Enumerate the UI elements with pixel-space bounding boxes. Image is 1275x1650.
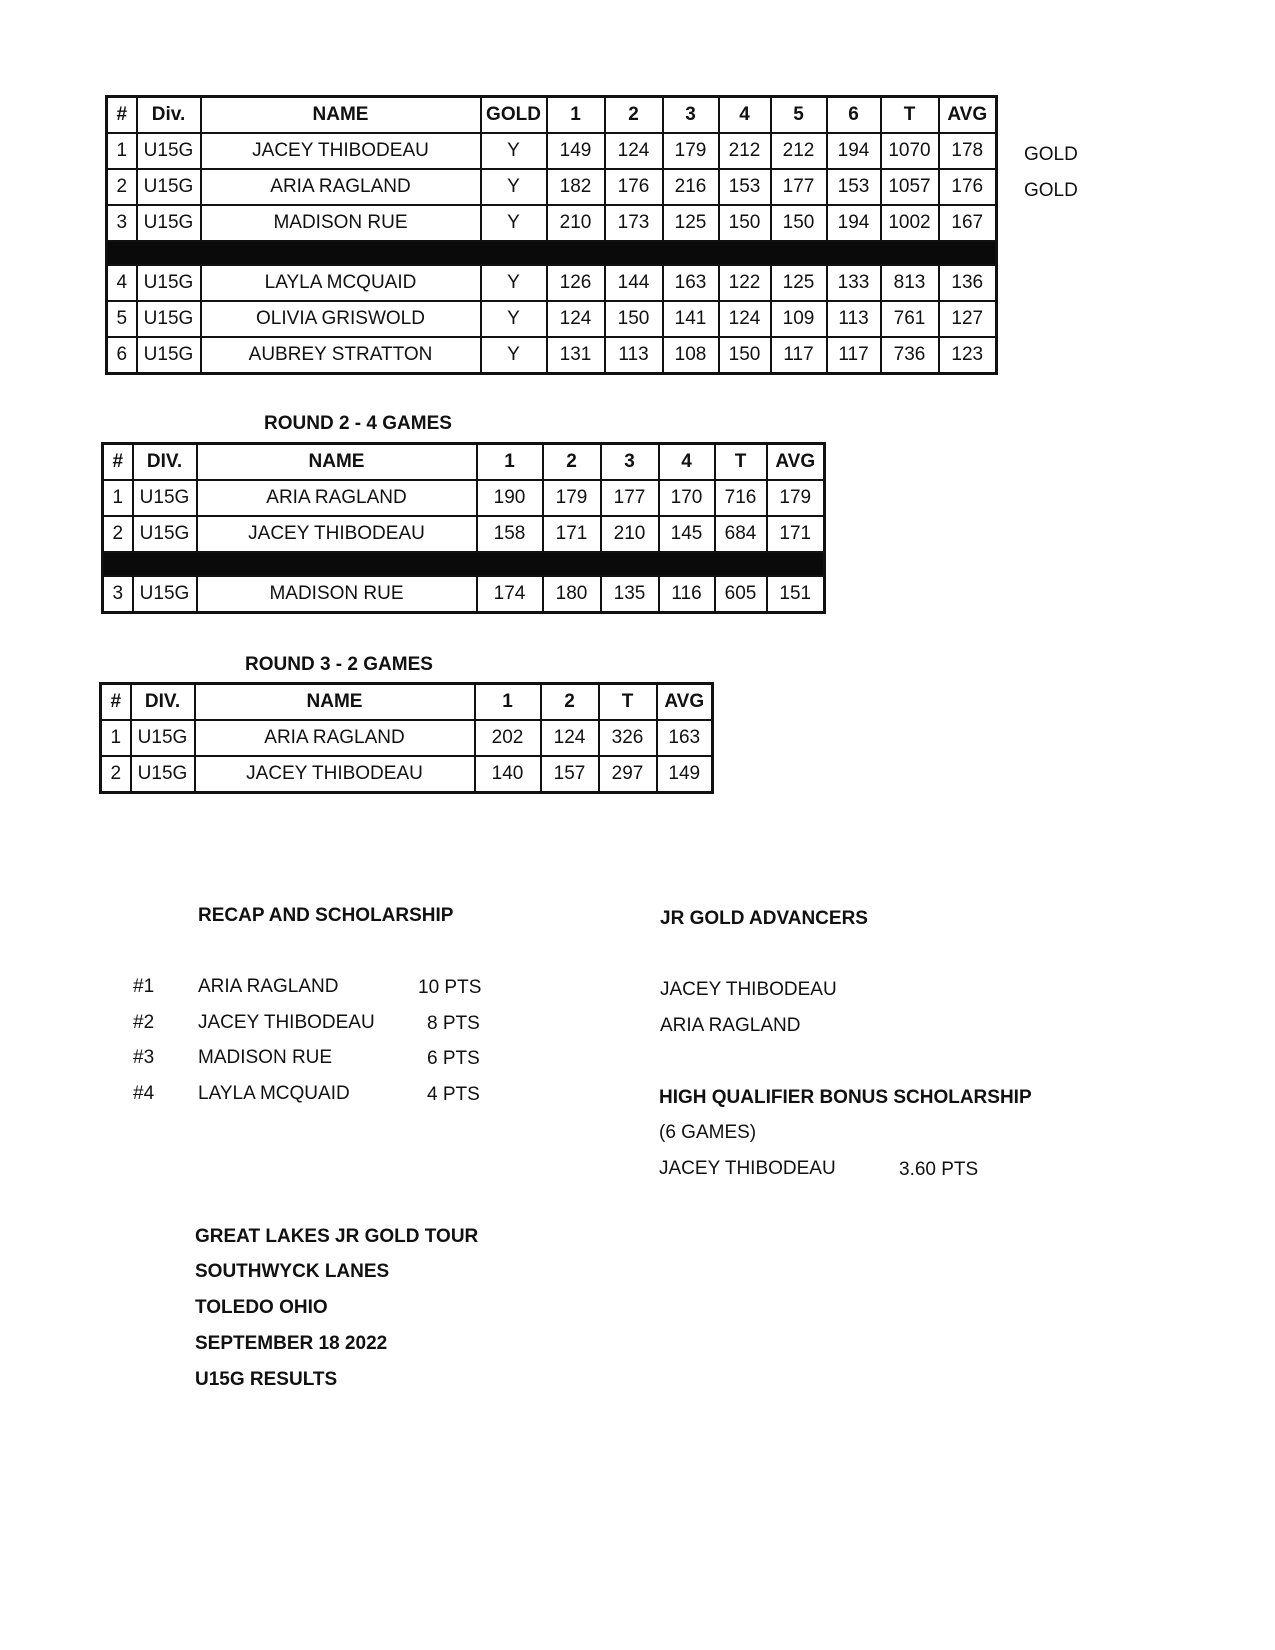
table-cell: 150 xyxy=(605,301,663,337)
bowler-name: ARIA RAGLAND xyxy=(197,480,477,516)
bowler-name: ARIA RAGLAND xyxy=(201,169,481,205)
table-cell: 4 xyxy=(107,265,137,301)
table-cell: 216 xyxy=(663,169,719,205)
column-header: NAME xyxy=(195,684,475,721)
table-cell: 163 xyxy=(657,720,713,756)
table-row xyxy=(107,337,997,374)
column-header: 6 xyxy=(827,97,881,134)
table-cell: 123 xyxy=(939,337,997,374)
table-cell: 297 xyxy=(599,756,657,793)
column-header: DIV. xyxy=(131,684,195,721)
column-header: T xyxy=(715,444,767,481)
table-cell: 194 xyxy=(827,205,881,241)
table-cell: 179 xyxy=(663,133,719,169)
column-header: 3 xyxy=(601,444,659,481)
column-header: AVG xyxy=(657,684,713,721)
recap-rank: #2 xyxy=(133,1012,155,1033)
table-cell: 149 xyxy=(657,756,713,793)
table-cell: 194 xyxy=(827,133,881,169)
table-cell: 109 xyxy=(771,301,827,337)
column-header: 1 xyxy=(475,684,541,721)
table-cell: 135 xyxy=(601,576,659,613)
table-cell: 108 xyxy=(663,337,719,374)
column-header: 2 xyxy=(541,684,599,721)
table-cell: 179 xyxy=(767,480,825,516)
table-cell: 124 xyxy=(547,301,605,337)
table-cell: 1070 xyxy=(881,133,939,169)
table-cell: 176 xyxy=(939,169,997,205)
table-cell: 179 xyxy=(543,480,601,516)
recap-points: 10 PTS xyxy=(418,977,482,998)
advancers-title: JR GOLD ADVANCERS xyxy=(660,908,868,929)
table-cell: 171 xyxy=(767,516,825,552)
table-cell: 117 xyxy=(771,337,827,374)
table-cell: U15G xyxy=(131,756,195,793)
table-cell: 125 xyxy=(663,205,719,241)
table-row xyxy=(107,169,997,205)
table-row xyxy=(107,301,997,337)
bowler-name: LAYLA MCQUAID xyxy=(201,265,481,301)
table-cell: 3 xyxy=(103,576,133,613)
round2-results-table xyxy=(101,442,826,614)
table-cell: 124 xyxy=(541,720,599,756)
table-cell: 124 xyxy=(605,133,663,169)
table-cell: 1 xyxy=(101,720,131,756)
table-cell: 131 xyxy=(547,337,605,374)
column-header: T xyxy=(599,684,657,721)
table-cell: 113 xyxy=(605,337,663,374)
table-cell: U15G xyxy=(137,205,201,241)
bowler-name: JACEY THIBODEAU xyxy=(201,133,481,169)
event-results-label: U15G RESULTS xyxy=(195,1369,338,1390)
recap-name: JACEY THIBODEAU xyxy=(198,1012,375,1033)
event-venue: SOUTHWYCK LANES xyxy=(195,1261,390,1282)
advancer-name: ARIA RAGLAND xyxy=(660,1015,801,1036)
table-cell: 180 xyxy=(543,576,601,613)
round1-results-table xyxy=(105,95,998,375)
table-cell: U15G xyxy=(137,301,201,337)
bonus-points: 3.60 PTS xyxy=(899,1159,979,1180)
recap-points: 8 PTS xyxy=(427,1013,480,1034)
table-cell: 1002 xyxy=(881,205,939,241)
table-cell: 133 xyxy=(827,265,881,301)
table-cell: 163 xyxy=(663,265,719,301)
table-cell: U15G xyxy=(133,480,197,516)
table-cell: 140 xyxy=(475,756,541,793)
table-cell: U15G xyxy=(137,265,201,301)
table-row xyxy=(107,205,997,241)
column-header: AVG xyxy=(939,97,997,134)
bowler-name: ARIA RAGLAND xyxy=(195,720,475,756)
recap-name: MADISON RUE xyxy=(198,1047,333,1068)
table-row xyxy=(101,720,713,756)
table-cell: 178 xyxy=(939,133,997,169)
column-header: T xyxy=(881,97,939,134)
cut-line-divider xyxy=(103,552,825,576)
bowler-name: MADISON RUE xyxy=(201,205,481,241)
table-cell: 761 xyxy=(881,301,939,337)
table-cell: 212 xyxy=(719,133,771,169)
column-header: DIV. xyxy=(133,444,197,481)
table-cell: 177 xyxy=(771,169,827,205)
table-cell: Y xyxy=(481,265,547,301)
round2-title: ROUND 2 - 4 GAMES xyxy=(264,413,452,434)
table-cell: 190 xyxy=(477,480,543,516)
table-cell: 1 xyxy=(103,480,133,516)
table-cell: 141 xyxy=(663,301,719,337)
table-cell: 813 xyxy=(881,265,939,301)
recap-title: RECAP AND SCHOLARSHIP xyxy=(198,905,454,926)
table-cell: Y xyxy=(481,133,547,169)
table-cell: 684 xyxy=(715,516,767,552)
table-cell: 126 xyxy=(547,265,605,301)
table-cell: 736 xyxy=(881,337,939,374)
table-cell: 605 xyxy=(715,576,767,613)
recap-points: 6 PTS xyxy=(427,1048,480,1069)
table-cell: 210 xyxy=(547,205,605,241)
table-header-row xyxy=(107,97,997,134)
table-cell: 117 xyxy=(827,337,881,374)
bowler-name: JACEY THIBODEAU xyxy=(195,756,475,793)
column-header: 1 xyxy=(547,97,605,134)
table-cell: 150 xyxy=(771,205,827,241)
column-header: # xyxy=(101,684,131,721)
table-cell: 2 xyxy=(101,756,131,793)
cut-line-divider xyxy=(107,241,997,265)
column-header: NAME xyxy=(197,444,477,481)
advancer-name: JACEY THIBODEAU xyxy=(660,979,837,1000)
table-cell: 212 xyxy=(771,133,827,169)
table-cell: 150 xyxy=(719,337,771,374)
table-header-row xyxy=(103,444,825,481)
table-cell: 5 xyxy=(107,301,137,337)
column-header: NAME xyxy=(201,97,481,134)
table-cell: 182 xyxy=(547,169,605,205)
table-row xyxy=(103,576,825,613)
table-cell: 136 xyxy=(939,265,997,301)
table-cell: U15G xyxy=(137,337,201,374)
table-cell: 157 xyxy=(541,756,599,793)
table-cell: 145 xyxy=(659,516,715,552)
column-header: 5 xyxy=(771,97,827,134)
recap-name: LAYLA MCQUAID xyxy=(198,1083,350,1104)
table-cell: 2 xyxy=(107,169,137,205)
table-cell: U15G xyxy=(137,133,201,169)
recap-rank: #1 xyxy=(133,976,155,997)
table-cell: 116 xyxy=(659,576,715,613)
table-cell: 3 xyxy=(107,205,137,241)
table-cell: 150 xyxy=(719,205,771,241)
table-cell: 144 xyxy=(605,265,663,301)
column-header: # xyxy=(107,97,137,134)
bowler-name: OLIVIA GRISWOLD xyxy=(201,301,481,337)
table-cell: 177 xyxy=(601,480,659,516)
table-cell: 174 xyxy=(477,576,543,613)
event-date: SEPTEMBER 18 2022 xyxy=(195,1333,388,1354)
table-cell: Y xyxy=(481,205,547,241)
table-cell: 202 xyxy=(475,720,541,756)
table-cell: 6 xyxy=(107,337,137,374)
table-row xyxy=(107,265,997,301)
round3-results-table xyxy=(99,682,714,794)
table-cell: 127 xyxy=(939,301,997,337)
table-cell: 1057 xyxy=(881,169,939,205)
table-cell: 170 xyxy=(659,480,715,516)
table-cell: 210 xyxy=(601,516,659,552)
table-cell: 167 xyxy=(939,205,997,241)
gold-note: GOLD xyxy=(1024,144,1078,165)
table-row xyxy=(101,756,713,793)
recap-rank: #3 xyxy=(133,1047,155,1068)
table-row xyxy=(103,480,825,516)
bonus-name: JACEY THIBODEAU xyxy=(659,1158,836,1179)
table-cell: U15G xyxy=(133,576,197,613)
column-header: 4 xyxy=(719,97,771,134)
column-header: AVG xyxy=(767,444,825,481)
table-row xyxy=(107,133,997,169)
table-cell: 124 xyxy=(719,301,771,337)
column-header: 2 xyxy=(605,97,663,134)
bowler-name: JACEY THIBODEAU xyxy=(197,516,477,552)
bonus-subtitle: (6 GAMES) xyxy=(659,1122,757,1143)
table-cell: U15G xyxy=(137,169,201,205)
bowler-name: MADISON RUE xyxy=(197,576,477,613)
table-cell: Y xyxy=(481,301,547,337)
table-cell: 2 xyxy=(103,516,133,552)
table-cell: 158 xyxy=(477,516,543,552)
table-cell: U15G xyxy=(131,720,195,756)
table-cell: 122 xyxy=(719,265,771,301)
column-header: 3 xyxy=(663,97,719,134)
table-header-row xyxy=(101,684,713,721)
column-header: 4 xyxy=(659,444,715,481)
recap-name: ARIA RAGLAND xyxy=(198,976,339,997)
table-cell: U15G xyxy=(133,516,197,552)
bowler-name: AUBREY STRATTON xyxy=(201,337,481,374)
table-cell: 125 xyxy=(771,265,827,301)
table-row xyxy=(103,516,825,552)
table-cell: 326 xyxy=(599,720,657,756)
table-cell: 716 xyxy=(715,480,767,516)
table-cell: Y xyxy=(481,337,547,374)
table-cell: 176 xyxy=(605,169,663,205)
event-tour: GREAT LAKES JR GOLD TOUR xyxy=(195,1226,479,1247)
bonus-title: HIGH QUALIFIER BONUS SCHOLARSHIP xyxy=(659,1087,1032,1108)
recap-points: 4 PTS xyxy=(427,1084,480,1105)
divider-bar xyxy=(107,241,997,265)
table-cell: 153 xyxy=(719,169,771,205)
table-cell: 113 xyxy=(827,301,881,337)
table-cell: 1 xyxy=(107,133,137,169)
column-header: # xyxy=(103,444,133,481)
round3-title: ROUND 3 - 2 GAMES xyxy=(245,654,433,675)
event-location: TOLEDO OHIO xyxy=(195,1297,328,1318)
table-cell: 173 xyxy=(605,205,663,241)
recap-rank: #4 xyxy=(133,1083,155,1104)
column-header: Div. xyxy=(137,97,201,134)
table-cell: Y xyxy=(481,169,547,205)
table-cell: 171 xyxy=(543,516,601,552)
gold-note: GOLD xyxy=(1024,180,1078,201)
table-cell: 151 xyxy=(767,576,825,613)
table-cell: 153 xyxy=(827,169,881,205)
column-header: 2 xyxy=(543,444,601,481)
table-cell: 149 xyxy=(547,133,605,169)
column-header: 1 xyxy=(477,444,543,481)
column-header: GOLD xyxy=(481,97,547,134)
divider-bar xyxy=(103,552,825,576)
